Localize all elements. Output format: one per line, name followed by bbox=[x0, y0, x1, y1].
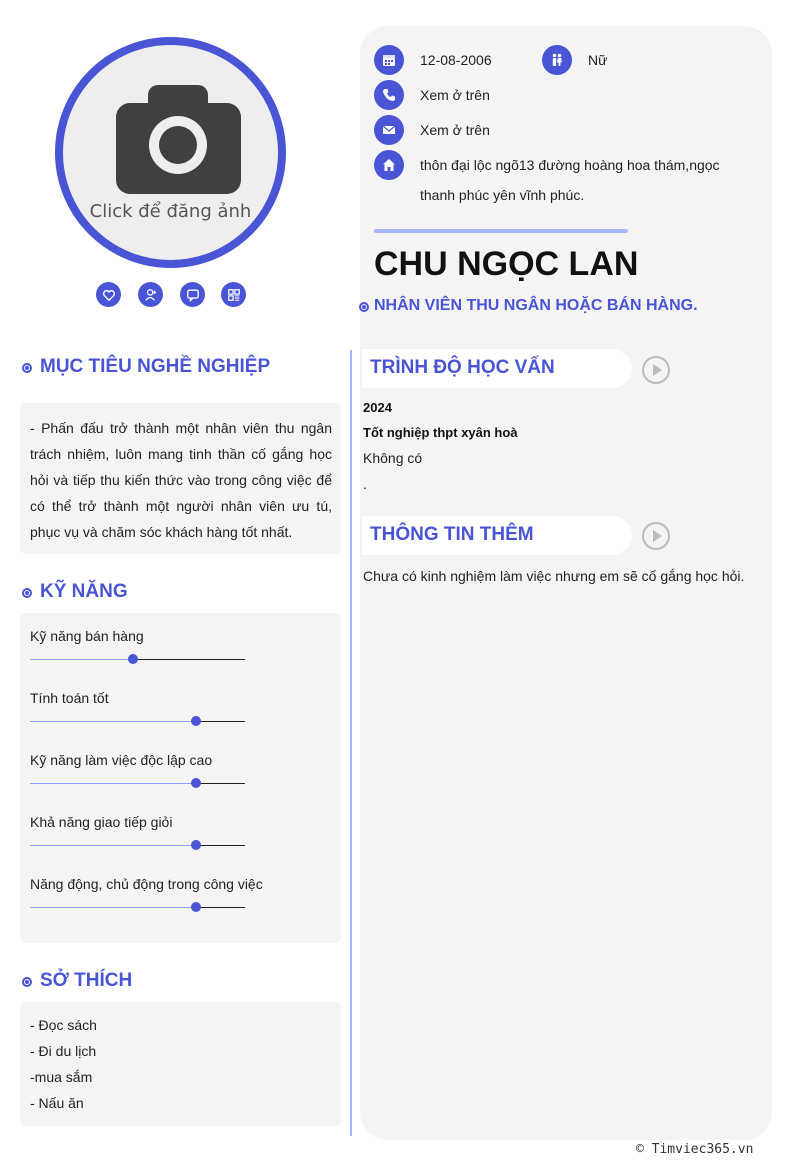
skill-level-slider bbox=[30, 845, 245, 846]
address-line-1: thôn đại lộc ngõ13 đường hoàng hoa thám,ngọc bbox=[420, 157, 720, 173]
play-circle-icon[interactable] bbox=[642, 522, 670, 550]
education-header bbox=[362, 349, 632, 388]
avatar-upload[interactable] bbox=[55, 37, 286, 268]
candidate-name: CHU NGỌC LAN bbox=[374, 245, 639, 283]
bullet-icon bbox=[22, 363, 32, 373]
hobby-item: - Đọc sách bbox=[30, 1017, 97, 1033]
user-plus-icon[interactable] bbox=[138, 282, 163, 307]
phone-icon bbox=[374, 80, 404, 110]
bullet-icon bbox=[359, 302, 369, 312]
additional-header bbox=[362, 516, 632, 555]
email-value: Xem ở trên bbox=[420, 122, 490, 138]
education-description: Không có bbox=[363, 450, 423, 466]
education-title: TRÌNH ĐỘ HỌC VẤN bbox=[370, 357, 555, 378]
skill-name: Kỹ năng làm việc độc lập cao bbox=[30, 752, 213, 768]
watermark: © Timviec365.vn bbox=[636, 1142, 754, 1157]
mail-icon bbox=[374, 115, 404, 145]
skill-name: Kỹ năng bán hàng bbox=[30, 628, 144, 644]
gender-value: Nữ bbox=[588, 52, 608, 68]
grid-icon[interactable] bbox=[221, 282, 246, 307]
skills-box bbox=[20, 613, 341, 943]
skill-name: Khả năng giao tiếp giỏi bbox=[30, 814, 173, 830]
objective-text: - Phấn đấu trở thành một nhân viên thu ngân trách nhiệm, luôn mang tinh thần cố gắng học hỏi và tiếp thu kiến thức vào trong công việc để có thể trở thành một người nhân viên ưu tú, phục vụ và chăm sóc khách hàng tốt nhất. bbox=[30, 420, 332, 540]
accent-divider bbox=[374, 229, 628, 233]
education-year: 2024 bbox=[363, 400, 392, 415]
column-divider bbox=[350, 350, 352, 1136]
gender-icon bbox=[542, 45, 572, 75]
bullet-icon bbox=[22, 588, 32, 598]
job-title: NHÂN VIÊN THU NGÂN HOẶC BÁN HÀNG. bbox=[374, 297, 698, 314]
skill-name: Năng động, chủ động trong công việc bbox=[30, 876, 263, 892]
calendar-icon bbox=[374, 45, 404, 75]
skill-level-slider bbox=[30, 783, 245, 784]
address-line-2: thanh phúc yên vĩnh phúc. bbox=[420, 187, 585, 203]
additional-title: THÔNG TIN THÊM bbox=[370, 524, 534, 545]
skill-level-slider bbox=[30, 659, 245, 660]
chat-icon[interactable] bbox=[180, 282, 205, 307]
phone-value: Xem ở trên bbox=[420, 87, 490, 103]
avatar-upload-label: Click để đăng ảnh bbox=[89, 201, 252, 222]
hobby-item: -mua sắm bbox=[30, 1069, 93, 1085]
skill-level-slider bbox=[30, 721, 245, 722]
camera-lens-center bbox=[159, 126, 197, 164]
skills-title: KỸ NĂNG bbox=[40, 581, 128, 602]
heart-icon[interactable] bbox=[96, 282, 121, 307]
additional-text: Chưa có kinh nghiệm làm việc nhưng em sẽ cố gắng học hỏi. bbox=[363, 568, 745, 584]
hobbies-title: SỞ THÍCH bbox=[40, 970, 133, 991]
birthdate-value: 12-08-2006 bbox=[420, 52, 492, 68]
home-icon bbox=[374, 150, 404, 180]
skill-level-slider bbox=[30, 907, 245, 908]
objective-title: MỤC TIÊU NGHỀ NGHIỆP bbox=[40, 356, 271, 377]
hobby-item: - Đi du lịch bbox=[30, 1043, 97, 1059]
education-extra: . bbox=[363, 476, 367, 492]
play-circle-icon[interactable] bbox=[642, 356, 670, 384]
education-school: Tốt nghiệp thpt xyân hoà bbox=[363, 425, 518, 440]
bullet-icon bbox=[22, 977, 32, 987]
skill-name: Tính toán tốt bbox=[30, 690, 109, 706]
hobby-item: - Nấu ăn bbox=[30, 1095, 84, 1111]
